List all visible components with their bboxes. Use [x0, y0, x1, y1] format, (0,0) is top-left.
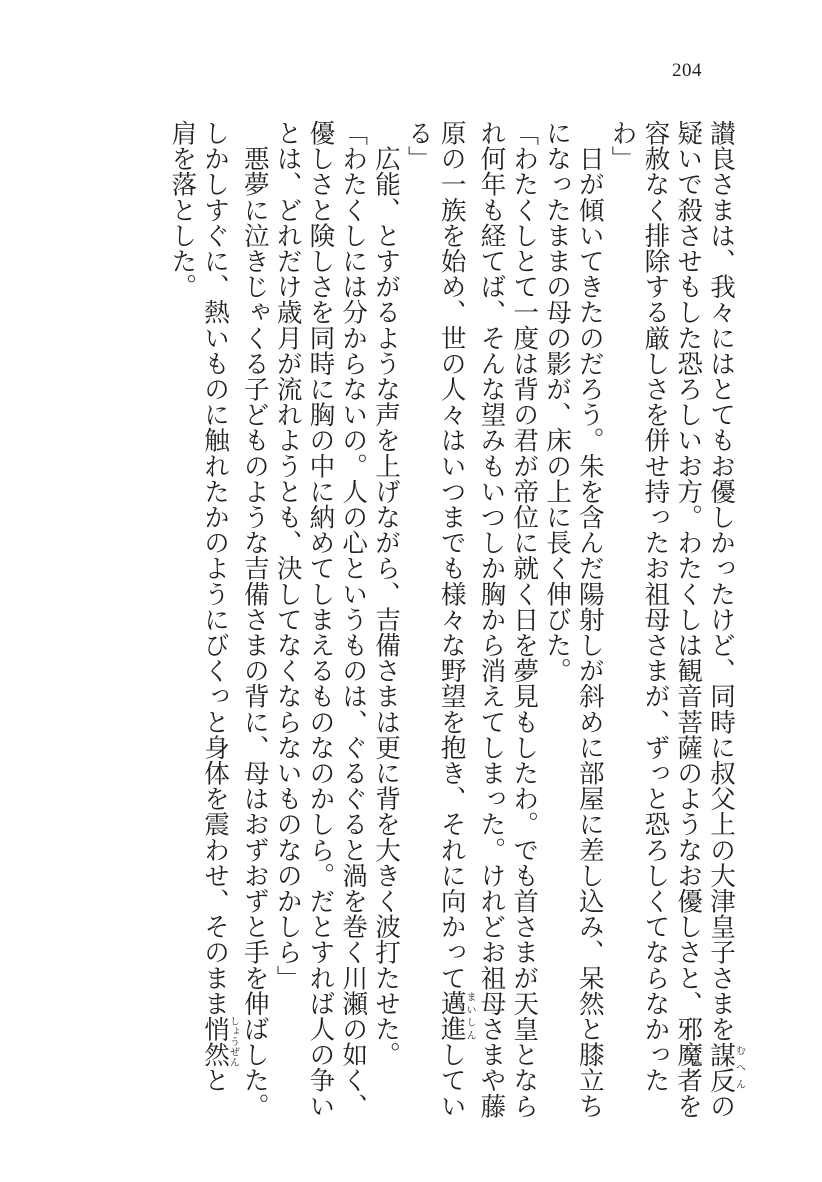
furigana-word: 謀反むへん [706, 1041, 745, 1093]
text-line: る」 [403, 120, 434, 172]
text-line: れ何年も経てば、そんな望みもいつしか胸から消えてしまった。けれどお祖母さまや藤 [476, 120, 507, 1119]
text-line: しかしすぐに、熱いものに触れたかのようにびくっと身体を震わせ、そのまま悄然しょうぜんと [200, 120, 239, 1093]
furigana-reading: まいしん [464, 990, 476, 1042]
body-text [165, 120, 744, 1120]
text-line: わ」 [607, 120, 638, 172]
text-line: 優しさと険しさを同時に胸の中に納めてしまえるものなのかしら。だとすれば人の争い [305, 120, 336, 1119]
page-number: 204 [672, 60, 702, 81]
text-line: 「わたくしには分からないの。人の心というものは、ぐるぐると渦を巻く川瀬の如く、 [338, 120, 369, 1119]
furigana-word: 邁進まいしん [436, 990, 476, 1042]
furigana-reading: むへん [733, 1041, 745, 1093]
text-line: 容赦なく排除する厳しさを併せ持ったお祖母さまが、ずっと恐ろしくてならなかった [640, 120, 671, 1093]
text-line: になったままの母の影が、床の上に長く伸びた。 [542, 120, 573, 684]
text-line: 讃良さまは、我々にはとてもお優しかったけど、同時に叔父上の大津皇子さまを謀反むへんの [706, 120, 745, 1119]
text-line: 原の一族を始め、世の人々はいつまでも様々な野望を抱き、それに向かって邁進まいしんしてい [436, 120, 476, 1119]
text-line: 「わたくしとて一度は背の君が帝位に就く日を夢見もしたわ。でも首さまが天皇となら [509, 120, 540, 1119]
text-line: 肩を落とした。 [167, 120, 198, 300]
text-line: 疑いで殺させもした恐ろしいお方。わたくしは観音菩薩のようなお優しさと、邪魔者を [673, 120, 704, 1119]
text-line: 広能、とすがるような声を上げながら、吉備さまは更に背を大きく波打たせた。 [371, 120, 402, 1068]
furigana-reading: しょうぜん [227, 1016, 239, 1068]
text-line: とは、どれだけ歳月が流れようとも、決してなくならないものなのかしら」 [272, 120, 303, 991]
text-line: 日が傾いてきたのだろう。朱を含んだ陽射しが斜めに部屋に差し込み、呆然と膝立ち [574, 120, 605, 1119]
furigana-word: 悄然しょうぜん [200, 1016, 239, 1068]
text-line: 悪夢に泣きじゃくる子どものような吉備さまの背に、母はおずおずと手を伸ばした。 [239, 120, 270, 1119]
